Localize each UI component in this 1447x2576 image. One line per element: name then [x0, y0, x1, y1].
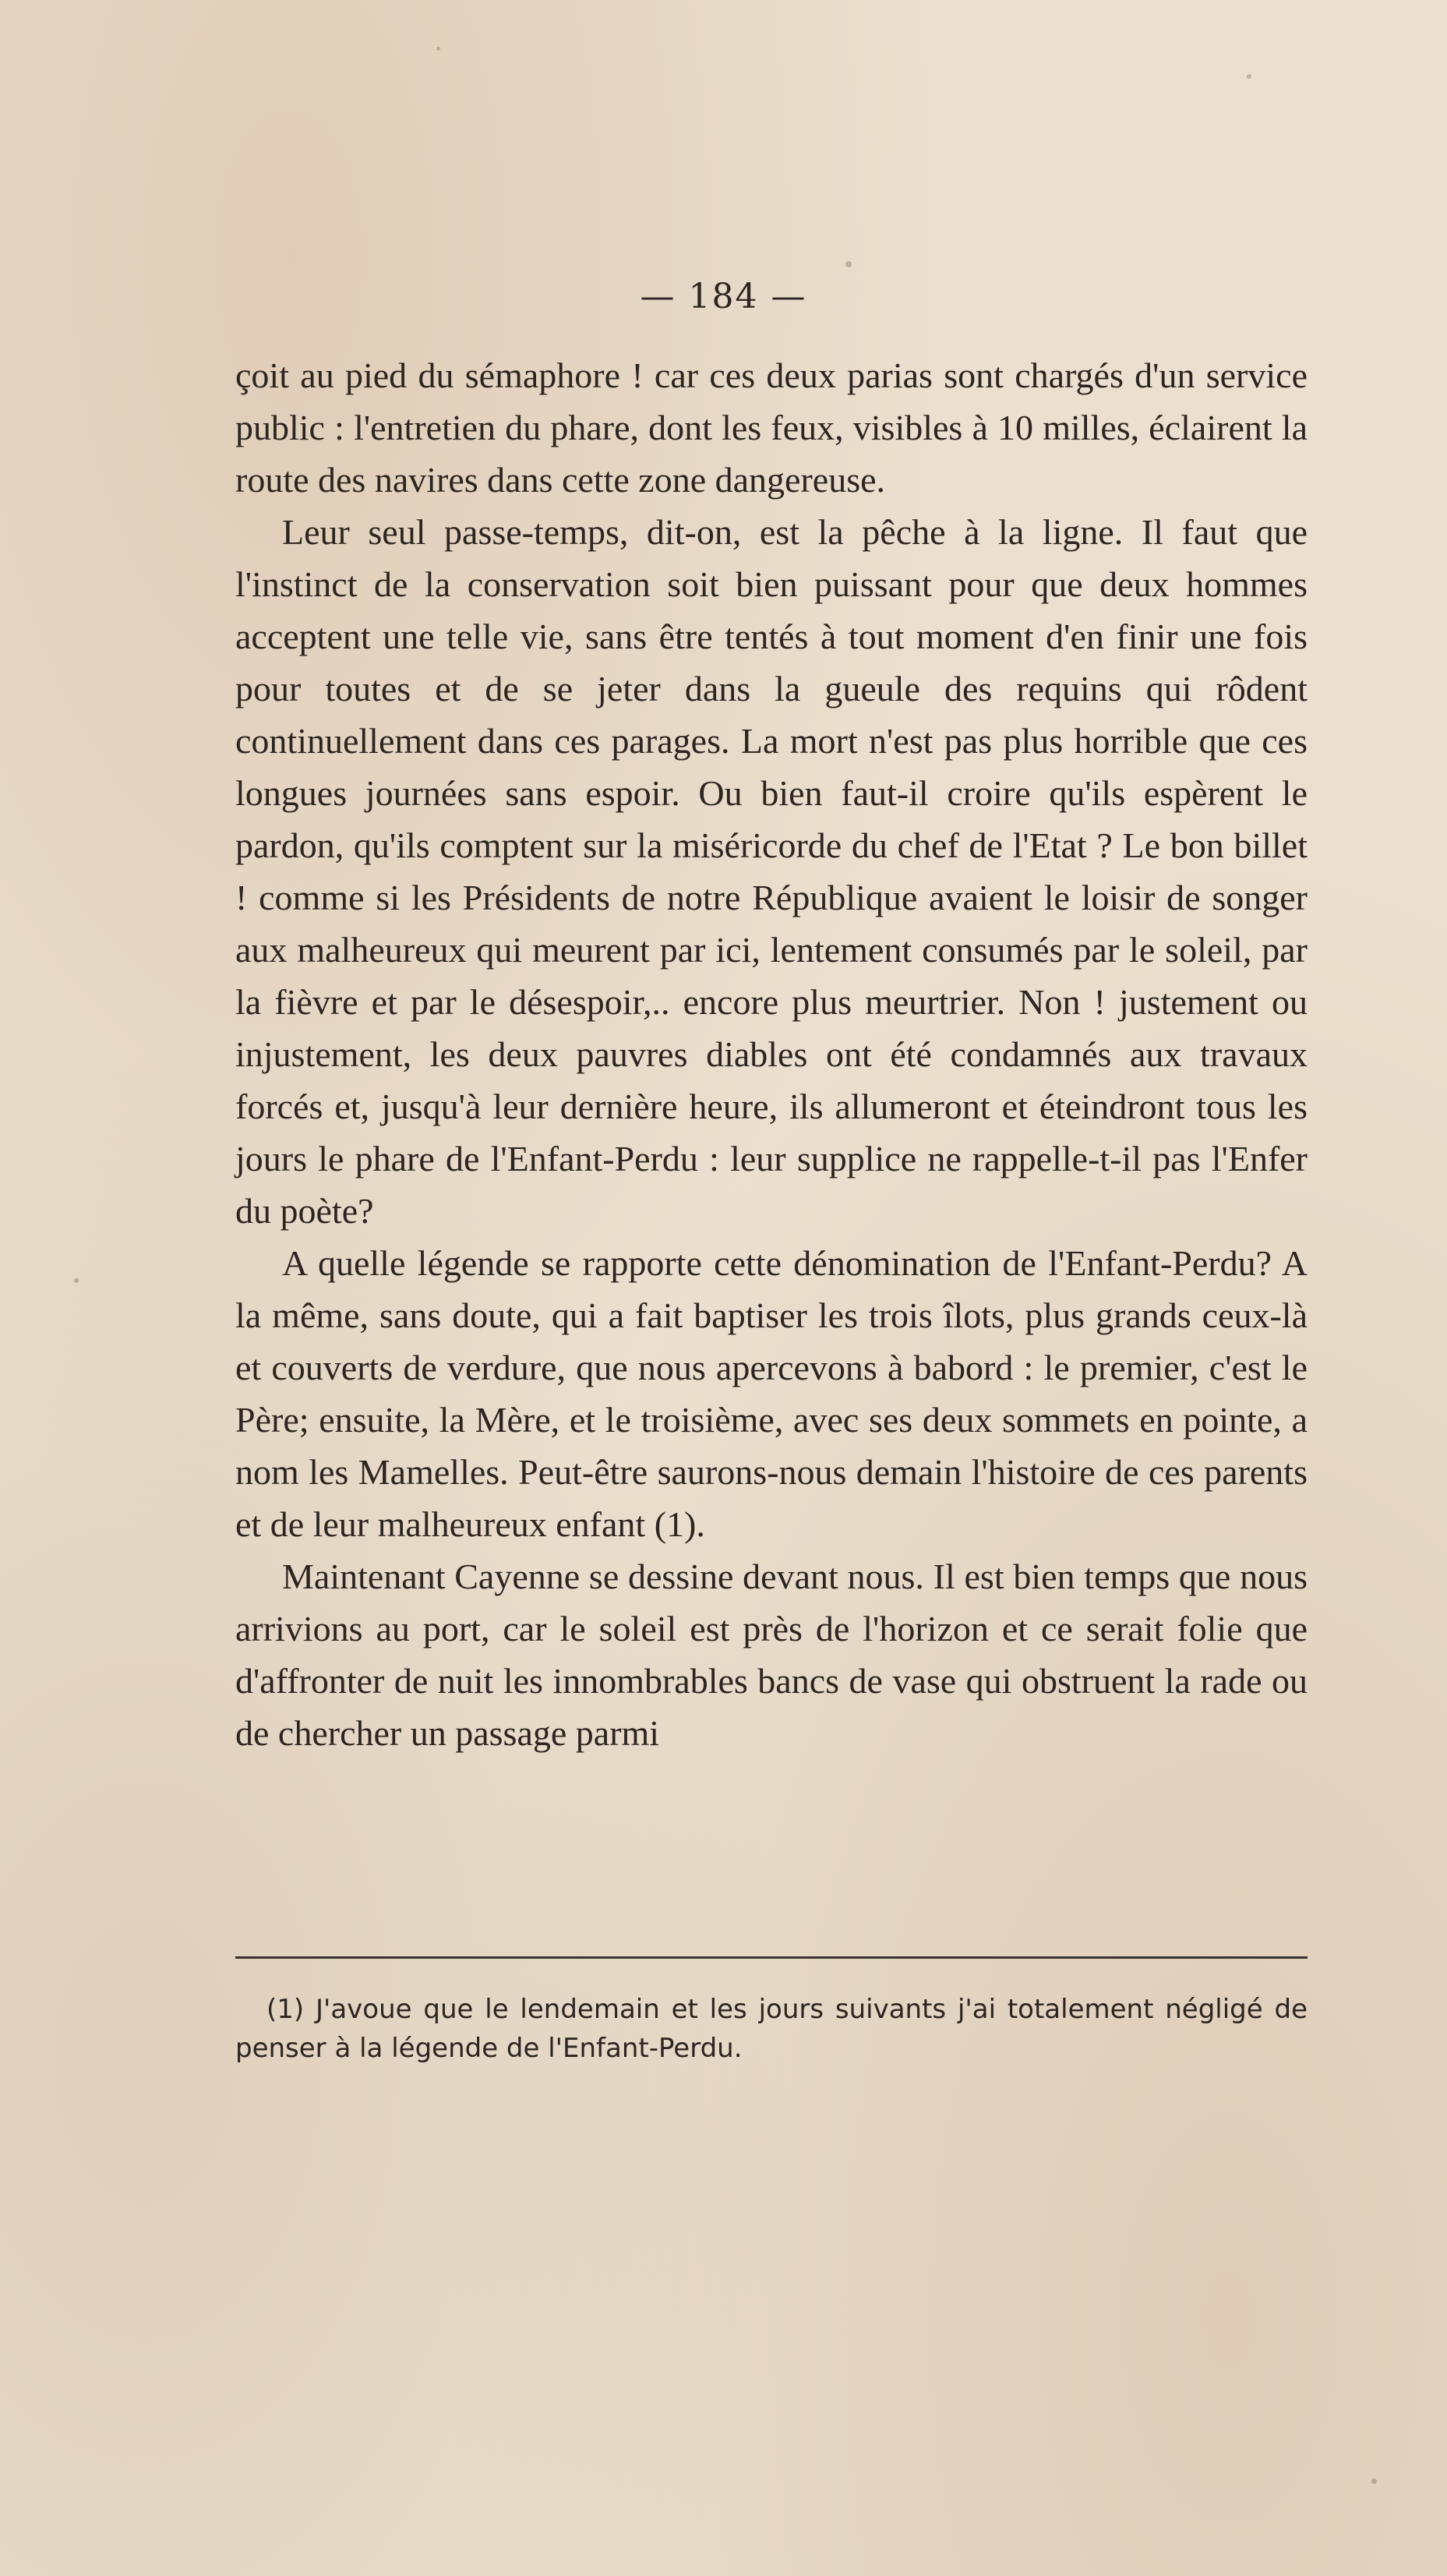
paragraph: çoit au pied du sémaphore ! car ces deux parias sont chargés d'un service public : l'entretien du phare, dont les feux, visibles à 10 milles, éclairent la route des navires dans cette zone dangereuse.: [235, 355, 1308, 500]
paper-stain: [1371, 2479, 1377, 2484]
paper-stain: [1247, 74, 1251, 79]
paragraph: Leur seul passe-temps, dit-on, est la pêche à la ligne. Il faut que l'instinct de la conservation soit bien puissant pour que deux hommes acceptent une telle vie, sans être tentés à tout moment d'en finir une fois pour toutes et de se jeter dans la gueule des requins qui rôdent continuellement dans ces parages. La mort n'est pas plus horrible que ces longues journées sans espoir. Ou bien faut-il croire qu'ils espèrent le pardon, qu'ils comptent sur la miséricorde du chef de l'Etat ? Le bon billet ! comme si les Présidents de notre République avaient le loisir de songer aux malheureux qui meurent par ici, lentement consumés par le soleil, par la fièvre et par le désespoir,.. encore plus meurtrier. Non ! justement ou injustement, les deux pauvres diables ont été condamnés aux travaux forcés et, jusqu'à leur dernière heure, ils allumeront et éteindront tous les jours le phare de l'Enfant-Perdu : leur supplice ne rappelle-t-il pas l'Enfer du poète?: [235, 512, 1308, 1231]
page-number: — 184 —: [640, 277, 807, 316]
paper-stain: [845, 261, 852, 267]
paper-stain: [74, 1278, 79, 1283]
footnote: [235, 1990, 1308, 2068]
paragraph: A quelle légende se rapporte cette dénomination de l'Enfant-Perdu? A la même, sans doute, qui a fait baptiser les trois îlots, plus grands ceux-là et couverts de verdure, que nous apercevons à babord : le premier, c'est le Père; ensuite, la Mère, et le troisième, avec ses deux sommets en pointe, a nom les Mamelles. Peut-être saurons-nous demain l'histoire de ces parents et de leur malheureux enfant (1).: [235, 1243, 1308, 1544]
footnote-divider: [235, 1956, 1308, 1959]
main-text: [235, 349, 1308, 1759]
footnote-text: (1) J'avoue que le lendemain et les jours suivants j'ai totalement négligé de penser à la légende de l'Enfant-Perdu.: [235, 1994, 1308, 2064]
paper-stain: [436, 47, 440, 51]
paragraph: Maintenant Cayenne se dessine devant nous. Il est bien temps que nous arrivions au port, car le soleil est près de l'horizon et ce serait folie que d'affronter de nuit les innombrables bancs de vase qui obstruent la rade ou de chercher un passage parmi: [235, 1557, 1308, 1753]
